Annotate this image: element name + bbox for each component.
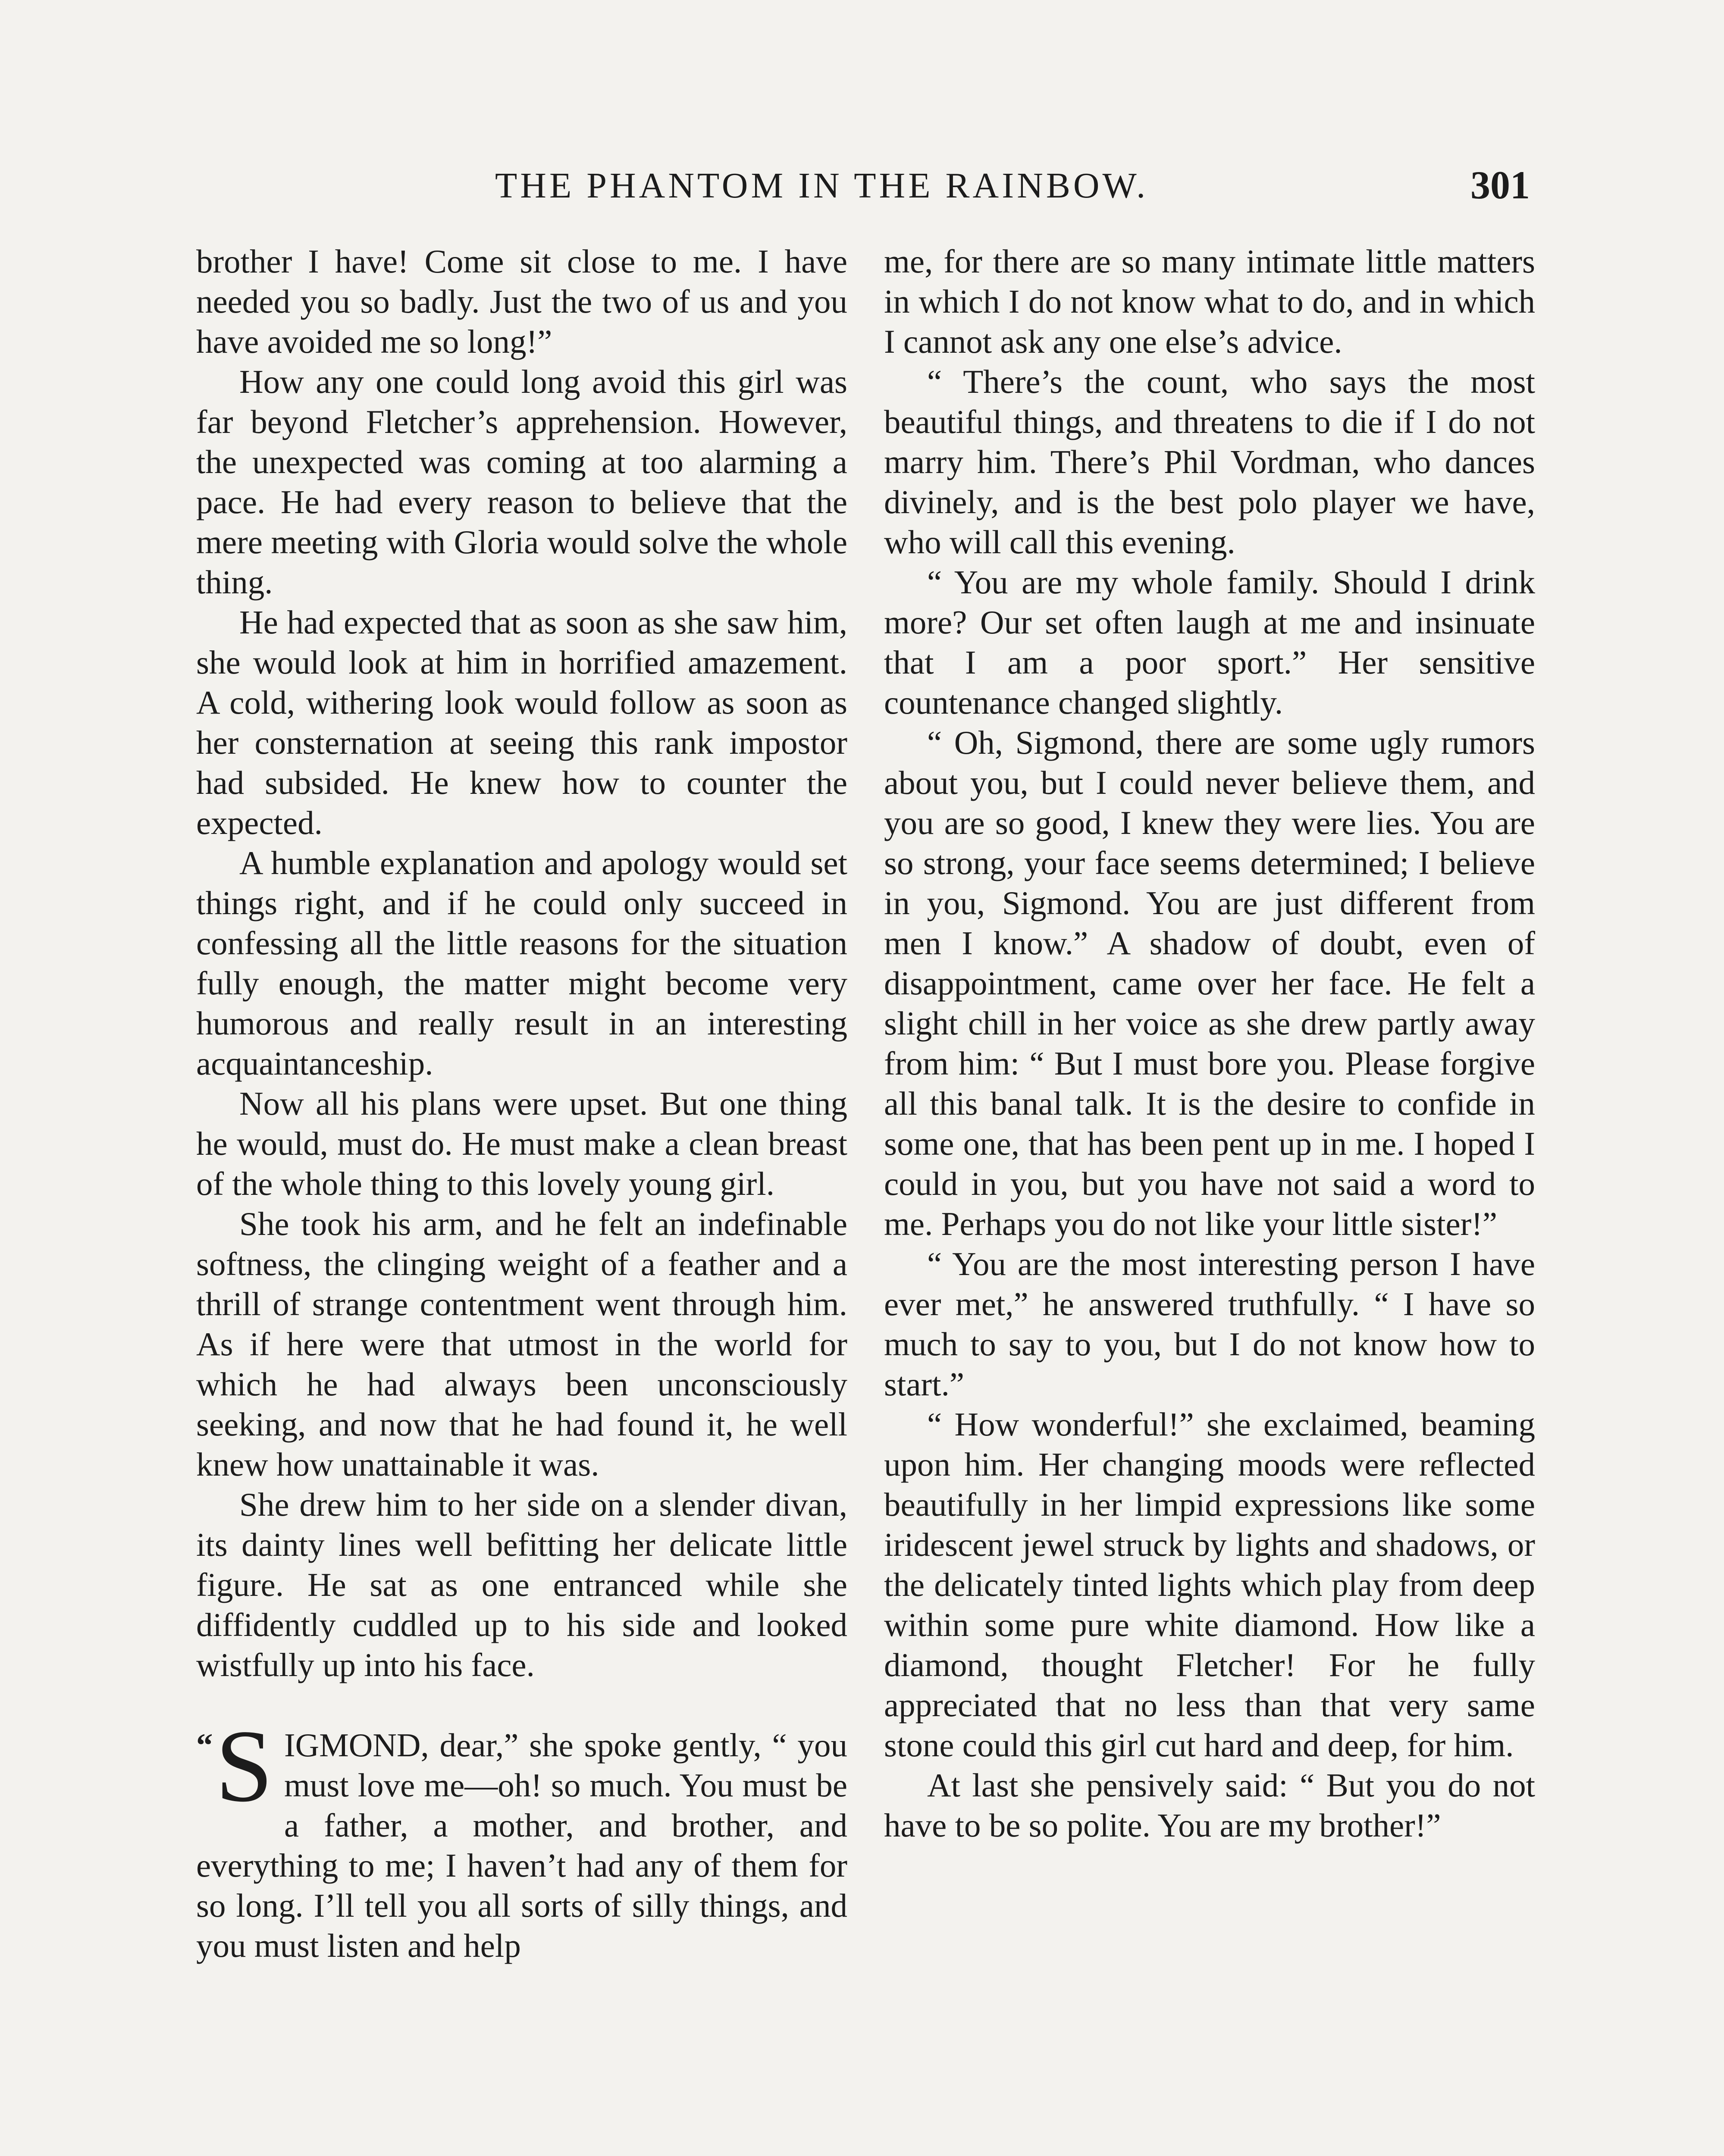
paragraph: “ How wonderful!” she exclaimed, beaming upon him. Her changing moods were reflected beautifully in her limpid expressions like some iridescent jewel struck by lights and shadows, or the delicately tinted lights which play from deep within some pure white diamond. How like a diamond, thought Fletcher! For he fully appreciated that no less than that very same stone could this girl cut hard and deep, for him. (884, 1406, 1535, 1764)
paragraph: A humble explanation and apology would set things right, and if he could only succeed in confessing all the little reasons for the situation fully enough, the matter might become very humorous and really result in an interesting acquaintanceship. (196, 844, 847, 1082)
paragraph: me, for there are so many intimate little matters in which I do not know what to do, and in which I cannot ask any one else’s advice. (884, 243, 1535, 360)
paragraph-text: IGMOND, dear,” she spoke gently, “ you must love me—oh! so much. You must be a father, a mother, and brother, and everything to me; I haven’t had any of them for so long. I’ll tell you all sorts of silly things, and you must listen and help (196, 1727, 847, 1964)
paragraph: brother I have! Come sit close to me. I have needed you so badly. Just the two of us and you have avoided me so long!” (196, 243, 847, 360)
paragraph: Now all his plans were upset. But one thing he would, must do. He must make a clean breast of the whole thing to this lovely young girl. (196, 1085, 847, 1202)
paragraph: “ Oh, Sigmond, there are some ugly rumors about you, but I could never believe them, and you are so good, I knew they were lies. You are so strong, your face seems determined; I believe in you, Sigmond. You are just different from men I know.” A shadow of doubt, even of disappointment, came over her face. He felt a slight chill in her voice as she drew partly away from him: “ But I must bore you. Please forgive all this banal talk. It is the desire to confide in some one, that has been pent up in me. I hoped I could in you, but you have not said a word to me. Perhaps you do not like your little sister!” (884, 724, 1535, 1242)
running-title: THE PHANTOM IN THE RAINBOW. (495, 166, 1149, 206)
section-opening-paragraph (196, 1708, 847, 1966)
opening-quote-mark: “ (196, 1727, 213, 1764)
page-number: 301 (1470, 163, 1530, 207)
paragraph: She took his arm, and he felt an indefinable softness, the clinging weight of a feather and a thrill of strange contentment went through him. As if here were that utmost in the world for which he had always been unconsciously seeking, and now that he had found it, he well knew how unattainable it was. (196, 1205, 847, 1483)
paragraph: “ There’s the count, who says the most beautiful things, and threatens to die if I do not marry him. There’s Phil Vordman, who dances divinely, and is the best polo player we have, who will call this evening. (884, 363, 1535, 561)
left-column (196, 241, 847, 1966)
paragraph: How any one could long avoid this girl was far beyond Fletcher’s apprehension. However, the unexpected was coming at too alarming a pace. He had every reason to believe that the mere meeting with Gloria would solve the whole thing. (196, 363, 847, 601)
paragraph: She drew him to her side on a slender divan, its dainty lines well befitting her delicate little figure. He sat as one entranced while she diffidently cuddled up to his side and looked wistfully up into his face. (196, 1486, 847, 1683)
paragraph: He had expected that as soon as she saw him, she would look at him in horrified amazement. A cold, withering look would follow as soon as her consternation at seeing this rank impostor had subsided. He knew how to counter the expected. (196, 604, 847, 841)
paragraph: At last she pensively said: “ But you do not have to be so polite. You are my brother!” (884, 1767, 1535, 1844)
page-header (0, 160, 1724, 212)
right-column (884, 241, 1535, 1846)
drop-cap: S (215, 1708, 273, 1823)
paragraph: “ You are my whole family. Should I drink more? Our set often laugh at me and insinuate that I am a poor sport.” Her sensitive countenance changed slightly. (884, 564, 1535, 721)
paragraph: “ You are the most interesting person I have ever met,” he answered truthfully. “ I have so much to say to you, but I do not know how to start.” (884, 1245, 1535, 1403)
